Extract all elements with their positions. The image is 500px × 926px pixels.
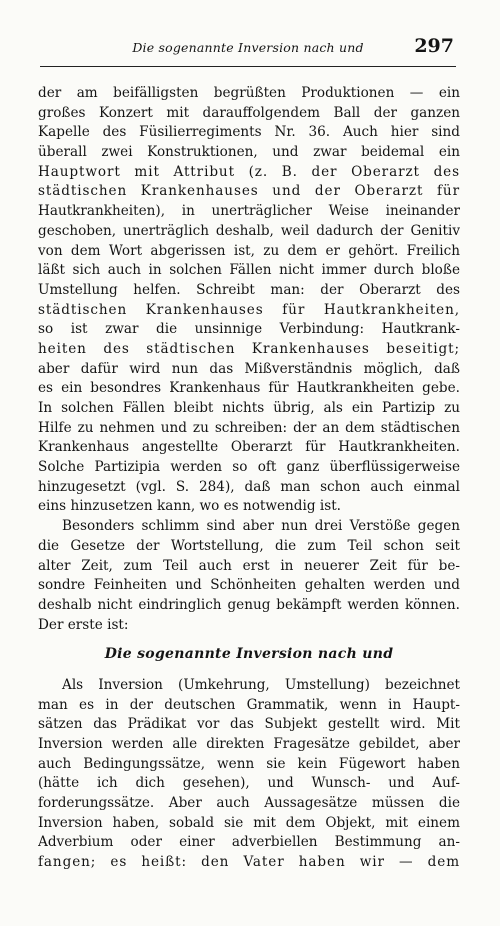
text-line: Hauptwort mit Attribut (z. B. der Oberarzt des [38,163,460,180]
paragraph-3 [38,676,460,873]
text-line: man es in der deutschen Grammatik, wenn in Haupt- [38,696,460,713]
text-line: Hilfe zu nehmen und zu schreiben: der an dem städtischen [38,419,460,436]
paragraph-2 [38,517,460,635]
text-line: forderungssätze. Aber auch Aussagesätze müssen die [38,795,460,812]
text-line: überall zwei Konstruktionen, und zwar beidemal ein [38,144,460,161]
text-line: aber dafür wird nun das Mißverständnis möglich, daß [38,360,460,377]
text-line: von dem Wort abgerissen ist, zu dem er gehört. Freilich [38,242,460,259]
text-line: so ist zwar die unsinnige Verbindung: Hautkrank- [38,321,460,338]
text-line: alter Zeit, zum Teil auch erst in neuerer Zeit für be- [38,557,460,574]
text-line: Hautkrankheiten), in unerträglicher Weise ineinander [38,203,460,220]
text-line: städtischen Krankenhauses und der Oberarzt für [38,183,460,200]
text-line: Als Inversion (Umkehrung, Umstellung) bezeichnet [62,676,460,693]
text-line: der am beifälligsten begrüßten Produktionen — ein [38,85,460,101]
page-number: 297 [414,35,454,57]
text-line: Adverbium oder einer adverbiellen Bestimmung an- [38,834,460,851]
text-line: sätzen das Prädikat vor das Subjekt gestellt wird. Mit [38,716,460,733]
text-line: die Gesetze der Wortstellung, die zum Teil schon seit [38,537,460,554]
text-line: fangen; es heißt: den Vater haben wir — dem [38,854,460,871]
text-line: großes Konzert mit darauffolgendem Ball der ganzen [38,104,460,121]
text-line: (hätte ich dich gesehen), und Wunsch- und Auf- [38,775,460,792]
text-line: es ein besondres Krankenhaus für Hautkrankheiten gebe. [38,380,460,397]
text-line: auch Bedingungssätze, wenn sie kein Fügewort haben [38,755,460,772]
text-line: heiten des städtischen Krankenhauses beseitigt; [38,340,460,357]
text-line: Solche Partizipia werden so oft ganz überflüssigerweise [38,459,460,476]
text-line: deshalb nicht eindringlich genug bekämpft werden können. [38,596,460,613]
running-head [40,30,456,67]
text-line: Umstellung helfen. Schreibt man: der Oberarzt des [38,281,460,298]
text-line: läßt sich auch in solchen Fällen nicht immer durch bloße [38,262,460,279]
text-line: Inversion werden alle direkten Fragesätze gebildet, aber [38,736,460,752]
text-line: sondre Feinheiten und Schönheiten gehalten werden und [38,577,460,594]
text-line: Inversion haben, sobald sie mit dem Objekt, mit einem [38,814,460,831]
text-line: geschoben, unerträglich deshalb, weil dadurch der Genitiv [38,222,460,239]
text-line: hinzugesetzt (vgl. S. 284), daß man schon auch einmal [38,478,460,495]
text-line: Besonders schlimm sind aber nun drei Verstöße gegen [62,518,460,535]
text-line: In solchen Fällen bleibt nichts übrig, als ein Partizip zu [38,400,460,416]
body-text [38,84,460,873]
text-line: städtischen Krankenhauses für Hautkrankheiten, [38,301,460,318]
text-line: eins hinzusetzen kann, wo es notwendig ist. [38,498,341,515]
text-line: Kapelle des Füsilierregiments Nr. 36. Auch hier sind [38,124,460,141]
text-line: Krankenhaus angestellte Oberarzt für Hautkrankheiten. [38,439,460,456]
text-line: Der erste ist: [38,616,129,633]
paragraph-1 [38,84,460,517]
section-heading: Die sogenannte Inversion nach und [104,646,394,663]
running-title: Die sogenannte Inversion nach und [132,40,364,55]
